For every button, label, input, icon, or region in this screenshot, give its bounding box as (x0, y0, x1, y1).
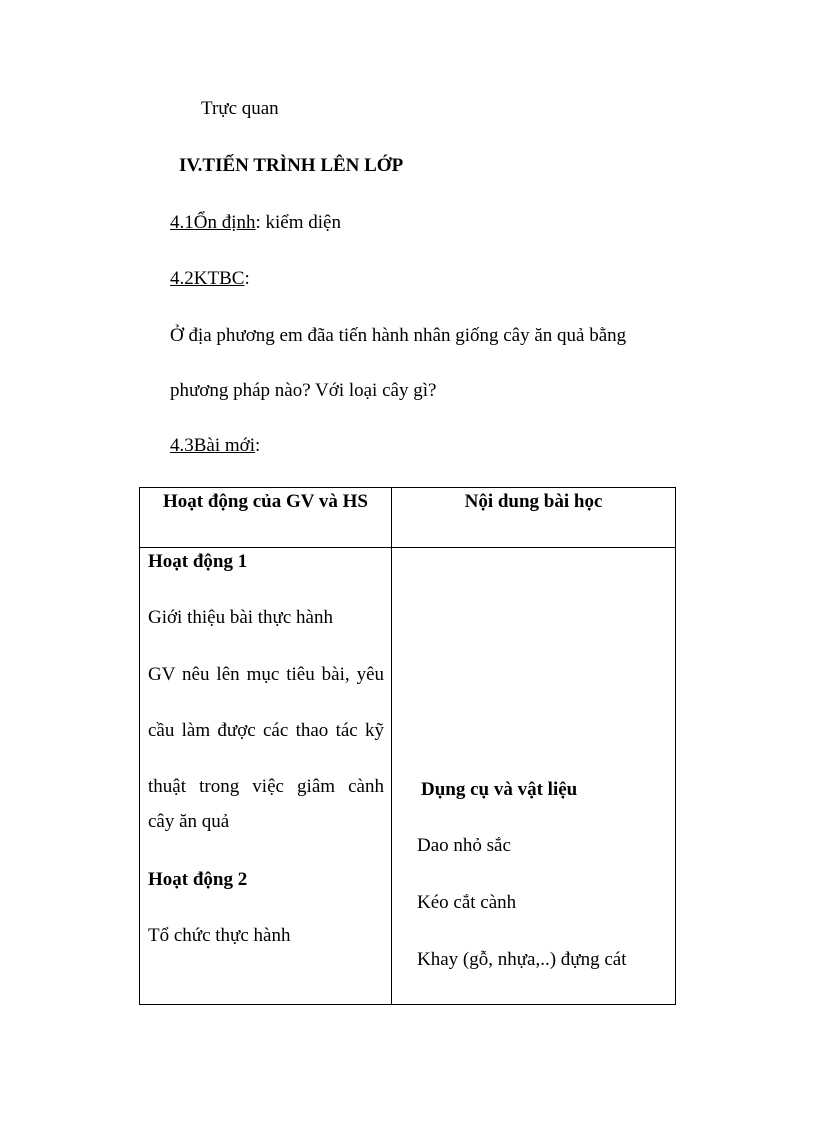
materials-item: Dao nhỏ sắc (417, 835, 511, 856)
materials-subheading: Dụng cụ và vật liệu (421, 779, 578, 800)
step-new-lesson-text: : (255, 435, 261, 456)
step-stabilize (170, 212, 341, 234)
teaching-method: Trực quan (201, 98, 279, 119)
step-new-lesson (170, 435, 260, 457)
lesson-table (139, 487, 676, 1005)
activity-1-line-2: cầu làm được các thao tác kỹ (148, 720, 384, 741)
activity-1-title: Hoạt động 1 (148, 551, 248, 572)
step-stabilize-text: : kiểm diện (255, 212, 341, 233)
activity-1-line-4: cây ăn quả (148, 811, 230, 832)
step-stabilize-label: 4.1Ổn định (170, 212, 256, 233)
activity-1-line-3: thuật trong việc giâm cành (148, 776, 384, 797)
header-cell-content (392, 488, 676, 548)
step-review-label: 4.2KTBC (170, 268, 245, 289)
table-row (140, 548, 676, 1005)
step-review-text: : (244, 268, 250, 289)
question-line-2: phương pháp nào? Với loại cây gì? (170, 380, 437, 401)
materials-item: Kéo cắt cành (417, 892, 517, 913)
table-header-row (140, 488, 676, 548)
header-activities: Hoạt động của GV và HS (163, 491, 368, 512)
activity-1-intro: Giới thiệu bài thực hành (148, 607, 333, 628)
question-line-1: Ở địa phương em đãa tiến hành nhân giống cây ăn quả bằng (170, 325, 627, 346)
materials-item: Khay (gỗ, nhựa,..) đựng cát (417, 949, 627, 970)
activity-2-title: Hoạt động 2 (148, 869, 248, 890)
activity-2-text: Tổ chức thực hành (148, 925, 291, 946)
header-content: Nội dung bài học (464, 491, 603, 512)
header-cell-activities (140, 488, 392, 548)
section-heading: IV.TIẾN TRÌNH LÊN LỚP (179, 155, 404, 176)
activity-1-line-1: GV nêu lên mục tiêu bài, yêu (148, 664, 384, 685)
content-cell (392, 548, 676, 1005)
step-review (170, 268, 250, 290)
activities-cell (140, 548, 392, 1005)
step-new-lesson-label: 4.3Bài mới (170, 435, 255, 456)
